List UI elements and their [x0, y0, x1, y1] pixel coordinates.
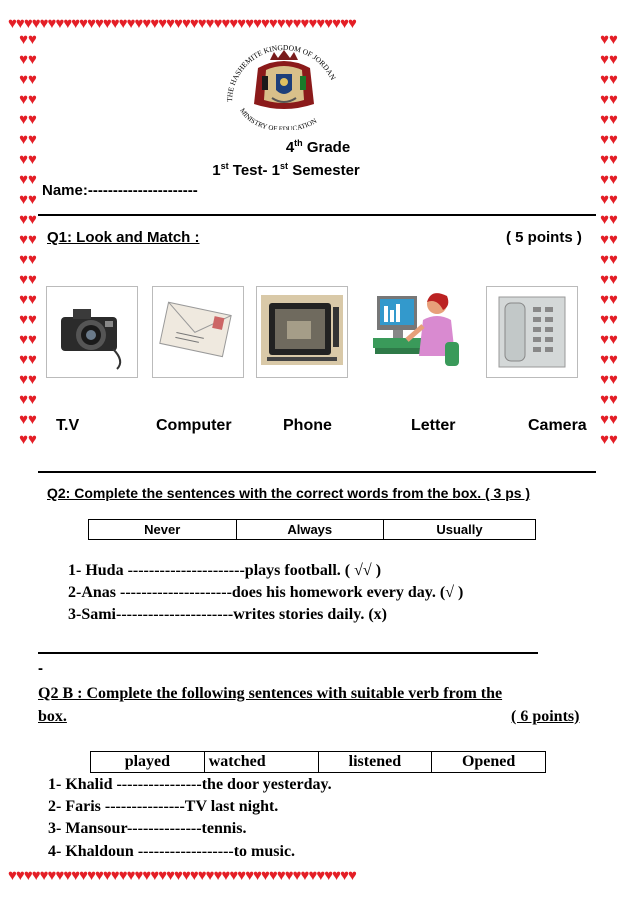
word-box-cell: Always: [236, 520, 384, 540]
q2b-title: Q2 B : Complete the following sentences with suitable verb from the: [38, 685, 503, 702]
match-word: Letter: [411, 417, 456, 434]
q2-sentence: 1- Huda ----------------------plays football. ( √√ ): [68, 562, 382, 579]
heart-border-top: ♥♥♥♥♥♥♥♥♥♥♥♥♥♥♥♥♥♥♥♥♥♥♥♥♥♥♥♥♥♥♥♥♥♥♥♥♥♥♥♥♥♥♥♥: [8, 15, 356, 32]
computer-user-icon: [371, 286, 463, 378]
q1-title: Q1: Look and Match :: [47, 229, 200, 246]
match-word: Camera: [528, 417, 587, 434]
camera-icon: [46, 286, 138, 378]
test-heading: 1st Test- 1st Semester: [212, 161, 360, 179]
heart-border-bottom: ♥♥♥♥♥♥♥♥♥♥♥♥♥♥♥♥♥♥♥♥♥♥♥♥♥♥♥♥♥♥♥♥♥♥♥♥♥♥♥♥♥♥♥♥: [8, 867, 356, 884]
divider: [38, 652, 538, 654]
q2b-title-cont: box.: [38, 708, 67, 725]
word-box-cell: Opened: [432, 752, 546, 773]
q2-sentence: 3-Sami----------------------writes stories daily. (x): [68, 606, 387, 623]
word-box-cell: listened: [318, 752, 432, 773]
svg-text:MINISTRY OF EDUCATION: [238, 107, 318, 130]
heart-border-left: ♥♥♥♥♥♥♥♥♥♥♥♥♥♥♥♥♥♥♥♥♥♥♥♥♥♥♥♥♥♥♥♥♥♥♥♥♥♥♥♥♥♥: [19, 31, 37, 448]
word-box-cell: played: [91, 752, 205, 773]
heart-border-right: ♥♥♥♥♥♥♥♥♥♥♥♥♥♥♥♥♥♥♥♥♥♥♥♥♥♥♥♥♥♥♥♥♥♥♥♥♥♥♥♥♥♥: [600, 31, 618, 448]
q2-sentence: 2-Anas ---------------------does his homework every day. (√ ): [68, 584, 464, 601]
q2b-word-box: [90, 751, 546, 773]
q2-word-box: [88, 519, 536, 540]
q2b-sentence: 3- Mansour--------------tennis.: [48, 820, 247, 837]
stray-dash: -: [38, 660, 43, 677]
match-word: Phone: [283, 417, 332, 434]
q2-title: Q2: Complete the sentences with the correct words from the box. ( 3 ps ): [47, 485, 531, 501]
tv-icon: [256, 286, 348, 378]
logo-bottom-text: MINISTRY OF EDUCATION: [238, 106, 319, 130]
word-box-cell: Usually: [384, 520, 536, 540]
grade-heading: 4th Grade: [285, 138, 351, 156]
q2b-sentence: 1- Khalid ----------------the door yesterday.: [48, 776, 332, 793]
match-word: T.V: [56, 417, 80, 434]
letter-icon: [152, 286, 244, 378]
word-box-cell: Never: [89, 520, 237, 540]
q2b-points: ( 6 points): [511, 708, 580, 725]
q2b-sentence: 2- Faris ---------------TV last night.: [48, 798, 279, 815]
q1-points: ( 5 points ): [506, 229, 582, 246]
divider: [38, 471, 596, 473]
ministry-logo: [218, 40, 350, 130]
q2b-sentence: 4- Khaldoun ------------------to music.: [48, 843, 296, 860]
logo-arc-text: THE HASHEMITE KINGDOM OF JORDAN: [224, 42, 338, 103]
divider: [38, 214, 596, 216]
phone-icon: [486, 286, 578, 378]
word-box-cell: watched: [204, 752, 318, 773]
match-word: Computer: [156, 417, 232, 434]
name-field-line: Name:----------------------: [42, 182, 198, 199]
